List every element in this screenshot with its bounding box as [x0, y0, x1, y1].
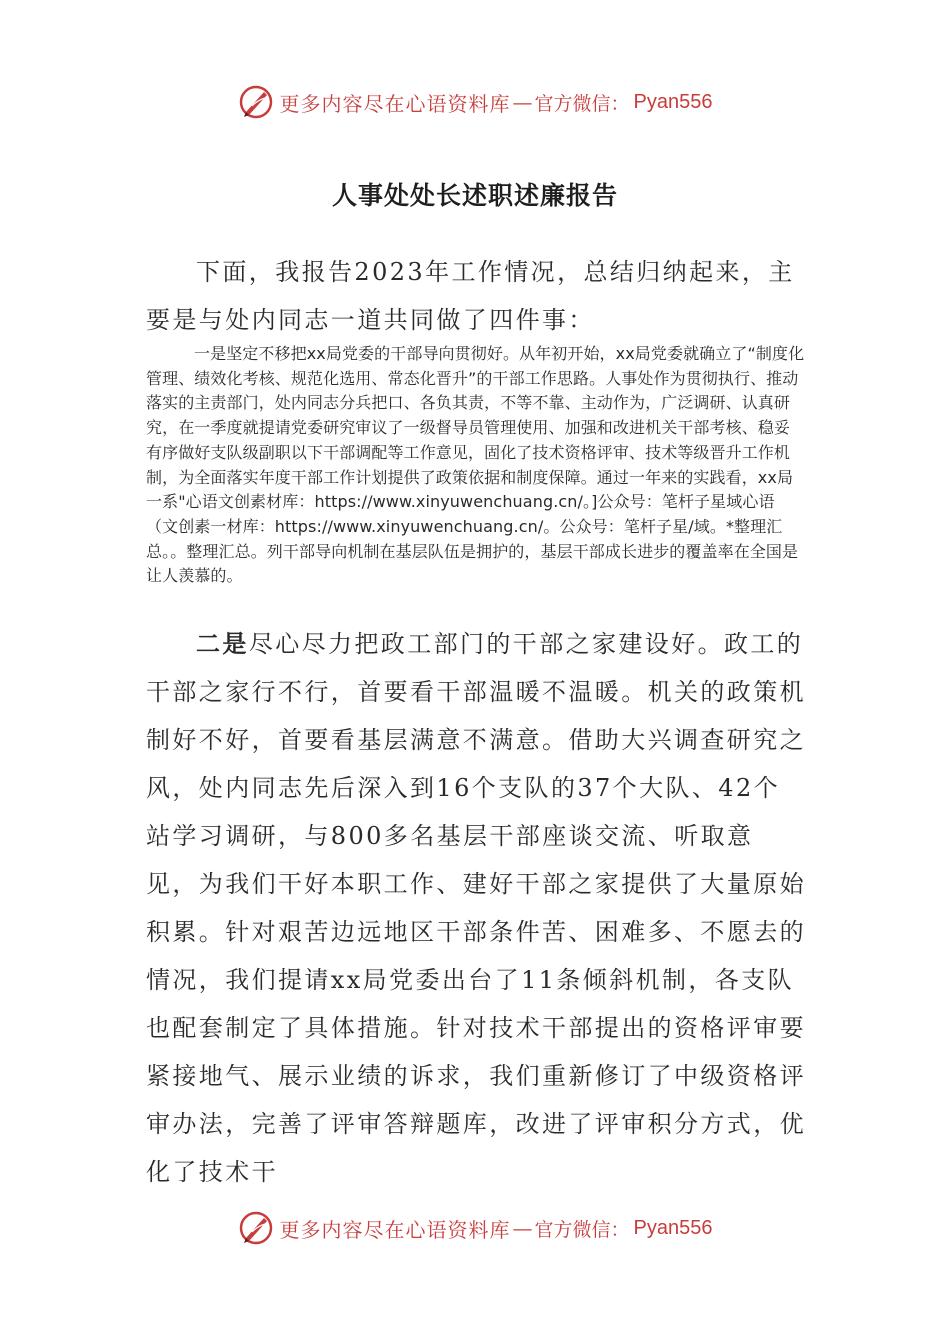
document-title: 人事处处长述职述廉报告: [331, 181, 618, 210]
header-banner: [0, 82, 950, 122]
banner-wechat-id: Pyan556: [633, 1216, 713, 1239]
paragraph-point-two: [146, 620, 806, 1196]
paragraph-point-two-lead: 二是: [196, 629, 249, 658]
banner-separator: —: [512, 1216, 533, 1240]
pen-logo-icon: [238, 1210, 274, 1246]
banner-wechat-label: 官方微信：: [534, 92, 630, 115]
paragraph-point-one: 一是坚定不移把xx局党委的干部导向贯彻好。从年初开始，xx局党委就确立了“制度化管理、绩效化考核、规范化选用、常态化晋升”的干部工作思路。人事处作为贯彻执行、推动落实的主责部门，处内同志分兵把口、各负其责，不等不靠、主动作为，广泛调研、认真研究，在一季度就提请党委研究审议了一级督导员管理使用、加强和改进机关干部考核、稳妥有序做好支队级副职以下干部调配等工作意见，固化了技术资格评审、技术等级晋升工作机制，为全面落实年度干部工作计划提供了政策依据和制度保障。通过一年来的实践看，xx局一系"心语文创素材库：https://www.xinyuwenchuang.cn/。]公众号：笔杆子星域心语（文创素一材库：https://www.xinyuwenchuang.cn/。公众号：笔杆子星/域。*整理汇总。。整理汇总。列干部导向机制在基层队伍是拥护的，基层干部成长进步的覆盖率在全国是让人羡慕的。: [146, 344, 805, 586]
banner-wechat-id: Pyan556: [633, 90, 713, 113]
banner-wechat-label: 官方微信：: [534, 1218, 630, 1241]
banner-separator: —: [512, 90, 533, 114]
pen-logo-icon: [238, 84, 274, 120]
banner-site-text: 更多内容尽在心语资料库: [279, 1217, 511, 1242]
paragraph-point-two-body: 尽心尽力把政工部门的干部之家建设好。政工的干部之家行不行，首要看干部温暖不温暖。机关的政策机制好不好，首要看基层满意不满意。借助大兴调查研究之风，处内同志先后深入到16个支队的37个大队、42个站学习调研，与800多名基层干部座谈交流、听取意见，为我们干好本职工作、建好干部之家提供了大量原始积累。针对艰苦边远地区干部条件苦、困难多、不愿去的情况，我们提请xx局党委出台了11条倾斜机制，各支队也配套制定了具体措施。针对技术干部提出的资格评审要紧接地气、展示业绩的诉求，我们重新修订了中级资格评审办法，完善了评审答辩题库，改进了评审积分方式，优化了技术干: [146, 630, 806, 1186]
banner-site-text: 更多内容尽在心语资料库: [279, 91, 511, 116]
paragraph-intro: 下面，我报告2023年工作情况，总结归纳起来，主要是与处内同志一道共同做了四件事：: [146, 258, 795, 334]
footer-banner: [0, 1208, 950, 1248]
